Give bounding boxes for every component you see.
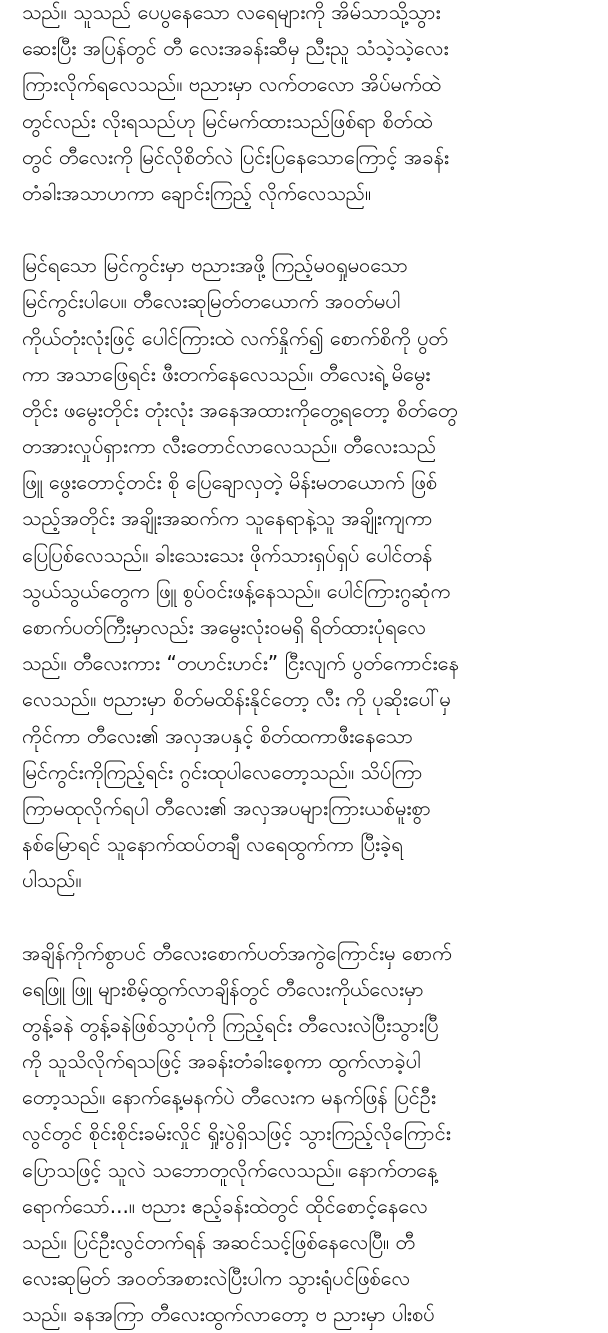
text-line: ကို သူသိလိုက်ရသဖြင့် အခန်းတံခါးစေ့ကာ ထွက်လာခဲ့ပါ: [22, 1049, 421, 1074]
text-line: တံခါးအသာဟကာ ချောင်းကြည့် လိုက်လေသည်။: [22, 180, 372, 205]
text-line: မြင်ကွင်းကိုကြည့်ရင်း ဂွင်းထုပါလေတော့သည်။ သိပ်ကြာ: [22, 759, 423, 784]
text-line: ပါသည်။: [22, 868, 82, 893]
text-line: ရေဖြူ ဖြူ များစိမ့်ထွက်လာချိန်တွင် တီလေးကိုယ်လေးမှာ: [22, 976, 424, 1001]
text-line: သည်။ တီလေးကား “တဟင်းဟင်း” ငြီးလျက် ပွတ်ကောင်းနေ: [22, 651, 459, 676]
text-line: တွင်လည်း လိုးရသည်ဟု မြင်မက်ထားသည်ဖြစ်ရာ စိတ်ထဲ: [22, 108, 433, 133]
text-line: ဖြူ ဖွေးတောင့်တင်း စို ပြေချောလှတဲ့ မိန်းမတယောက် ဖြစ်: [22, 470, 438, 495]
text-line: မြင်ရသော မြင်ကွင်းမှာ ဗညားအဖို့ ကြည့်မဝရှုမဝသော: [22, 253, 408, 278]
text-line: သည့်အတိုင်း အချိုးအဆက်က သူနေရာနဲ့သူ အချိုးကျကာ: [22, 506, 433, 531]
text-line: ပြေပြစ်လေသည်။ ခါးသေးသေး ဖိုက်သားရှပ်ရှပ် ပေါင်တန်: [22, 542, 433, 567]
text-line: ကာ အသာဖြေရင်း ဖီးတက်နေလေသည်။ တီလေးရဲ့ မိမွေး: [22, 361, 431, 386]
text-line: နစ်မြောရင် သူနောက်ထပ်တချီ လရေထွက်ကာ ပြီးခဲ့ရ: [22, 832, 403, 857]
text-line: ပြောသဖြင့် သူလဲ သဘောတူလိုက်လေသည်။ နောက်တနေ့: [22, 1157, 438, 1182]
text-line: သွယ်သွယ်တွေက ဖြူ စွပ်ဝင်းဖန့်နေသည်။ ပေါင်ကြားဂွဆုံက: [22, 578, 451, 603]
text-line: ရောက်သော်...။ ဗညား ဧည့်ခန်းထဲတွင် ထိုင်စောင့်နေလေ: [22, 1193, 428, 1218]
paragraph-spacer: [22, 899, 590, 935]
text-line: တအားလှုပ်ရှားကာ လီးတောင်လာလေသည်။ တီလေးသည်: [22, 434, 437, 459]
text-line: မြင်ကွင်းပါပေ။ တီလေးဆုမြတ်တယောက် အဝတ်မပါ: [22, 289, 401, 314]
text-line: လေသည်။ ဗညားမှာ စိတ်မထိန်းနိုင်တော့ လီး ကို ပုဆိုးပေါ်မှ: [22, 687, 451, 712]
text-line: တိုင်း ဖမွေးတိုင်း တုံးလုံး အနေအထားကိုတွေ့ရတော့ စိတ်တွေ: [22, 397, 458, 422]
text-line: ဆေးပြီး အပြန်တွင် တီ လေးအခန်းဆီမှ ညီးညူ သံသဲ့သဲ့လေး: [22, 36, 449, 61]
paragraph-spacer: [22, 211, 590, 247]
text-line: အချိန်ကိုက်စွာပင် တီလေးစောက်ပတ်အကွဲကြောင်းမှ စောက်: [22, 940, 452, 965]
paragraph-3: [22, 935, 590, 1333]
paragraph-2: [22, 247, 590, 898]
text-line: သည်။ သူသည် ပေပွနေသော လရေများကို အိမ်သာသို့သွား: [22, 0, 441, 24]
text-line: လွင်တွင် စိုင်းစိုင်းခမ်းလှိုင် ရှိုးပွဲရှိသဖြင့် သွားကြည့်လိုကြောင်း: [22, 1121, 451, 1146]
paragraph-1: [22, 0, 590, 211]
text-line: ကိုယ်တုံးလုံးဖြင့် ပေါင်ကြားထဲ လက်နှိုက်၍ စောက်စိကို ပွတ်: [22, 325, 448, 350]
text-line: သည်။ ခနအကြာ တီလေးထွက်လာတော့ ဗ ညားမှာ ပါးစပ်: [22, 1302, 435, 1327]
text-line: တော့သည်။ နောက်နေ့မနက်ပဲ တီလေးက မနက်ဖြန် ပြင်ဦး: [22, 1085, 436, 1110]
text-line: လေးဆုမြတ် အဝတ်အစားလဲပြီးပါက သွားရုံပင်ဖြစ်လေ: [22, 1266, 411, 1291]
text-line: တွန့်ခနဲ တွန့်ခနဲဖြစ်သွာပုံကို ကြည့်ရင်း တီလေးလဲပြီးသွားပြီ: [22, 1012, 439, 1037]
text-line: တွင် တီလေးကို မြင်လိုစိတ်လဲ ပြင်းပြနေသောကြောင့် အခန်း: [22, 144, 449, 169]
text-line: ကိုင်ကာ တီလေး၏ အလှအပနှင့် စိတ်ထကာဖီးနေသော: [22, 723, 414, 748]
text-line: သည်။ ပြင်ဦးလွင်တက်ရန် အဆင်သင့်ဖြစ်နေလေပြီ။ တီ: [22, 1230, 415, 1254]
text-line: စောက်ပတ်ကြီးမှာလည်း အမွေးလုံးဝမရှိ ရိတ်ထားပုံရလေ: [22, 615, 427, 639]
text-line: ကြာမထုလိုက်ရပါ တီလေး၏ အလှအပများကြားယစ်မူးစွာ: [22, 795, 431, 820]
text-line: ကြားလိုက်ရလေသည်။ ဗညားမှာ လက်တလော အိပ်မက်ထဲ: [22, 72, 441, 97]
